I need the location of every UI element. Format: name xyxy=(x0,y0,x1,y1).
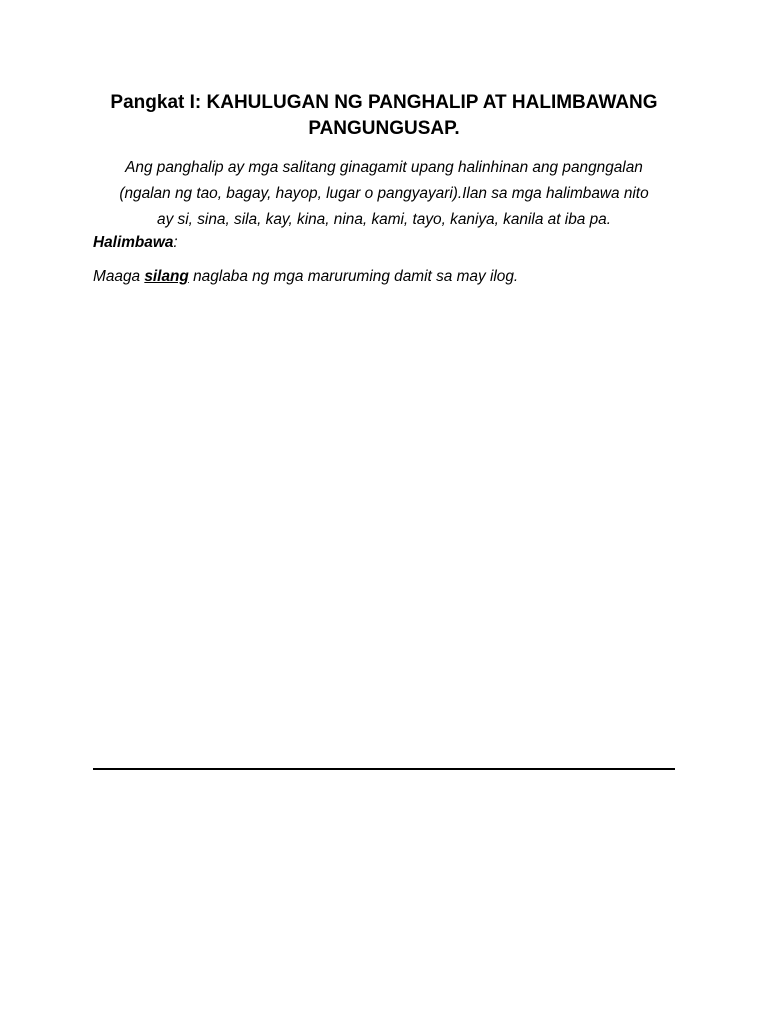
example-pronoun: silang xyxy=(144,268,189,285)
example-label-text: Halimbawa xyxy=(93,234,174,251)
page-title xyxy=(84,90,684,142)
title-line-1: KAHULUGAN NG PANGHALIP AT HALIMBAWANG xyxy=(206,92,658,113)
example-label-colon: : xyxy=(173,234,178,251)
intro-line-3: ay si, sina, sila, kay, kina, nina, kami, tayo, kaniya, kanila at iba pa. xyxy=(157,211,611,228)
example-sentence-end: naglaba ng mga maruruming damit sa may ilog. xyxy=(188,268,519,285)
example-sentence xyxy=(93,266,518,288)
intro-line-1: Ang panghalip ay mga salitang ginagamit upang halinhinan ang pangngalan xyxy=(125,159,643,176)
example-label xyxy=(93,232,178,254)
horizontal-rule xyxy=(93,768,675,770)
title-line-2: PANGUNGUSAP. xyxy=(308,118,460,139)
title-prefix: Pangkat I: xyxy=(110,92,207,113)
example-sentence-start: Maaga xyxy=(93,268,145,285)
intro-paragraph xyxy=(86,155,682,233)
intro-line-2: (ngalan ng tao, bagay, hayop, lugar o pangyayari).Ilan sa mga halimbawa nito xyxy=(119,185,649,202)
